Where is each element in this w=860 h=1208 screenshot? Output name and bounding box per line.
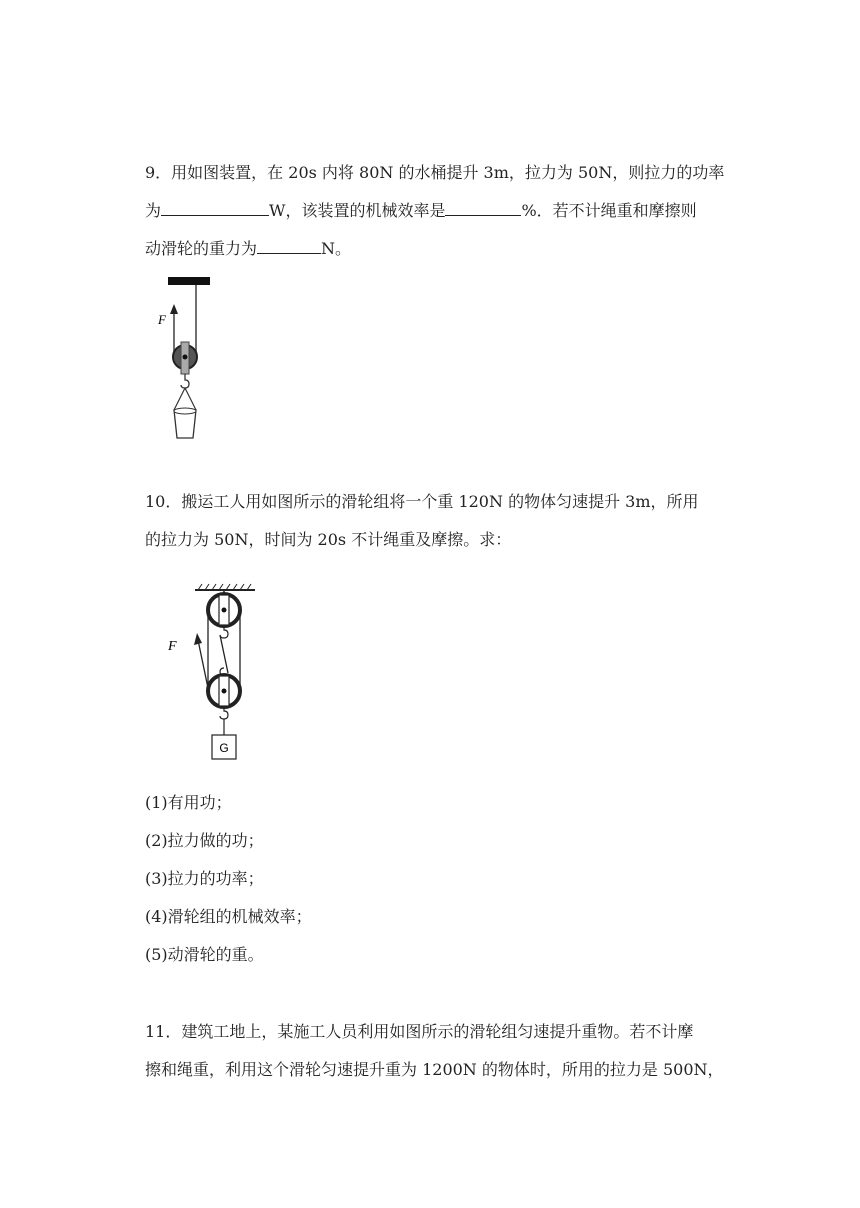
fixed-pulley-axle bbox=[222, 608, 227, 613]
bucket-rim bbox=[174, 408, 196, 414]
rope-diagonal bbox=[220, 635, 228, 673]
bucket-rope-left bbox=[174, 388, 185, 410]
force-label: F bbox=[158, 312, 166, 327]
q9-blank-power[interactable] bbox=[161, 201, 269, 216]
q9-line-1: 9．用如图装置，在 20s 内将 80N 的水桶提升 3m，拉力为 50N，则拉力的功率 bbox=[145, 163, 725, 182]
pulley-axle bbox=[183, 355, 188, 360]
hook bbox=[181, 374, 189, 388]
pull-arrow bbox=[194, 633, 202, 645]
q11-line-1: 11．建筑工地上，某施工人员利用如图所示的滑轮组匀速提升重物。若不计摩 bbox=[145, 1022, 694, 1041]
q9-line-3 bbox=[145, 239, 351, 259]
q10-line-2: 的拉力为 50N，时间为 20s 不计绳重及摩擦。求： bbox=[145, 530, 512, 549]
q9-text-e: N。 bbox=[321, 239, 352, 258]
q10-item-5: (5)动滑轮的重。 bbox=[145, 945, 264, 964]
q10-line-1: 10．搬运工人用如图所示的滑轮组将一个重 120N 的物体匀速提升 3m，所用 bbox=[145, 492, 699, 511]
q10-item-3: (3)拉力的功率； bbox=[145, 869, 264, 888]
load-label: G bbox=[219, 741, 229, 755]
q11-line-2: 擦和绳重，利用这个滑轮匀速提升重为 1200N 的物体时，所用的拉力是 500N， bbox=[145, 1060, 724, 1079]
pull-arrow bbox=[170, 304, 178, 314]
q9-text-c: %．若不计绳重和摩擦则 bbox=[521, 201, 697, 220]
force-label: F bbox=[168, 639, 177, 654]
bucket-rope-right bbox=[185, 388, 196, 410]
q9-text-b: W，该装置的机械效率是 bbox=[269, 201, 446, 220]
q10-item-4: (4)滑轮组的机械效率； bbox=[145, 907, 312, 926]
q9-text-a: 为 bbox=[145, 201, 162, 220]
q9-blank-pulley-weight[interactable] bbox=[257, 239, 321, 254]
q10-item-2: (2)拉力做的功； bbox=[145, 831, 264, 850]
ceiling-beam bbox=[168, 277, 210, 285]
q9-line-2 bbox=[145, 201, 697, 221]
q9-text-d: 动滑轮的重力为 bbox=[145, 239, 258, 258]
q10-item-1: (1)有用功； bbox=[145, 793, 232, 812]
q9-blank-efficiency[interactable] bbox=[445, 201, 521, 216]
q9-pulley-figure bbox=[150, 270, 230, 450]
q10-pulley-figure bbox=[160, 575, 270, 765]
rope-pull bbox=[198, 640, 208, 688]
movable-pulley-axle bbox=[222, 689, 227, 694]
